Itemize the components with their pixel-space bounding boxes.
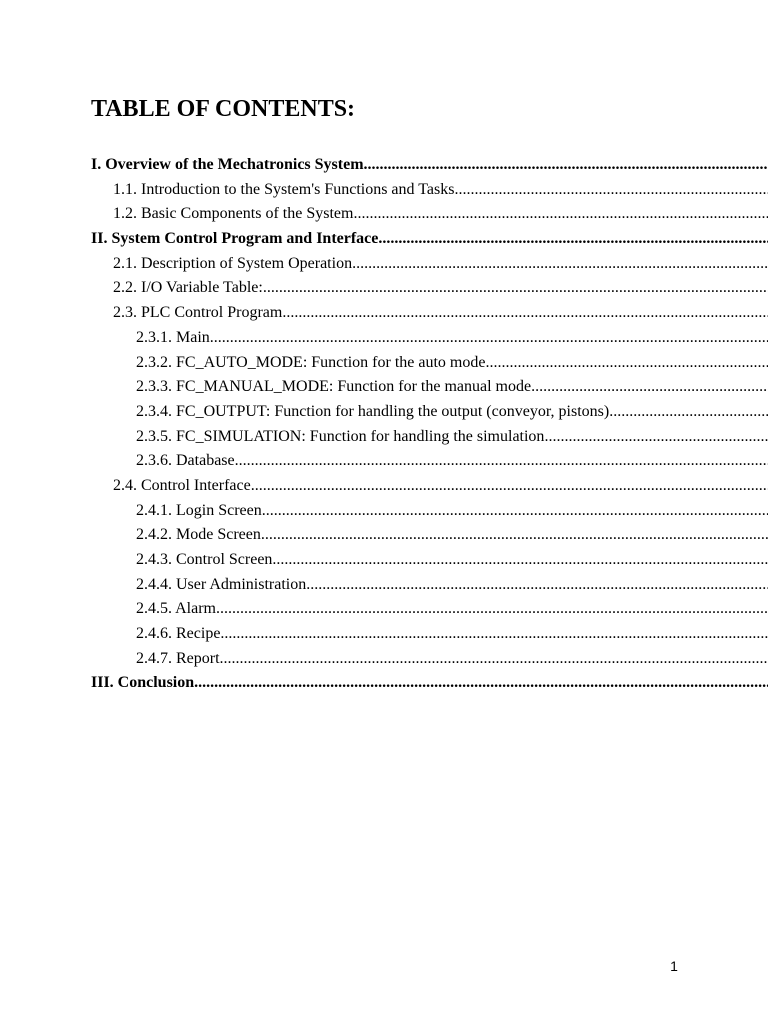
toc-dot-leader (353, 202, 768, 227)
toc-subsubsection-entry[interactable] (91, 622, 768, 647)
toc-subsubsection-entry[interactable] (91, 425, 768, 450)
toc-entry-text: 2.3.1. Main (136, 328, 210, 346)
toc-dot-leader (210, 326, 768, 351)
toc-subsection-entry[interactable] (91, 301, 768, 326)
toc-dot-leader (220, 647, 768, 672)
toc-subsubsection-entry[interactable] (91, 499, 768, 524)
toc-dot-leader (485, 351, 768, 376)
toc-dot-leader (531, 375, 768, 400)
toc-dot-leader (364, 153, 768, 178)
toc-subsection-entry[interactable] (91, 252, 768, 277)
toc-subsubsection-entry[interactable] (91, 400, 768, 425)
toc-dot-leader (261, 523, 768, 548)
toc-entry-text: 2.4.1. Login Screen (136, 501, 262, 519)
toc-dot-leader (282, 301, 768, 326)
toc-dot-leader (251, 474, 768, 499)
toc-subsection-entry[interactable] (91, 276, 768, 301)
toc-entry-text: 2.1. Description of System Operation (113, 254, 353, 272)
toc-subsubsection-entry[interactable] (91, 647, 768, 672)
toc-subsubsection-entry[interactable] (91, 573, 768, 598)
toc-entry-text: 2.3.6. Database (136, 452, 235, 470)
toc-entry-text: 2.3.4. FC_OUTPUT: Function for handling the output (conveyor, pistons) (136, 402, 610, 420)
toc-dot-leader (272, 548, 768, 573)
table-of-contents (91, 153, 768, 696)
toc-subsection-entry[interactable] (91, 178, 768, 203)
toc-subsubsection-entry[interactable] (91, 548, 768, 573)
toc-subsection-entry[interactable] (91, 474, 768, 499)
toc-subsubsection-entry[interactable] (91, 597, 768, 622)
toc-subsubsection-entry[interactable] (91, 375, 768, 400)
toc-entry-text: 2.4.6. Recipe (136, 625, 221, 643)
toc-entry-text: 2.3.3. FC_MANUAL_MODE: Function for the manual mode (136, 378, 532, 396)
toc-entry-text: 2.3.2. FC_AUTO_MODE: Function for the auto mode (136, 353, 486, 371)
page-number: 1 (670, 958, 678, 974)
toc-subsubsection-entry[interactable] (91, 449, 768, 474)
toc-subsubsection-entry[interactable] (91, 523, 768, 548)
toc-dot-leader (454, 178, 768, 203)
toc-entry-text: 2.2. I/O Variable Table: (113, 279, 263, 297)
toc-entry-text: I. Overview of the Mechatronics System (91, 156, 364, 173)
toc-entry-text: 2.4.3. Control Screen (136, 551, 273, 568)
toc-section-entry[interactable] (91, 153, 768, 178)
toc-entry-text: 2.3. PLC Control Program (113, 304, 283, 322)
toc-entry-text: III. Conclusion (91, 674, 195, 692)
toc-subsubsection-entry[interactable] (91, 326, 768, 351)
toc-entry-text: II. System Control Program and Interface (91, 230, 379, 248)
toc-entry-text: 2.4.5. Alarm (136, 600, 216, 618)
toc-entry-text: 2.4. Control Interface (113, 476, 251, 494)
toc-entry-text: 2.3.5. FC_SIMULATION: Function for handling the simulation (136, 427, 545, 445)
toc-dot-leader (216, 597, 768, 622)
toc-section-entry[interactable] (91, 227, 768, 252)
toc-dot-leader (352, 252, 768, 277)
toc-entry-text: 1.2. Basic Components of the System (113, 205, 354, 223)
toc-dot-leader (262, 499, 768, 524)
toc-subsection-entry[interactable] (91, 202, 768, 227)
toc-entry-text: 2.4.4. User Administration (136, 575, 307, 593)
toc-dot-leader (306, 573, 768, 598)
toc-dot-leader (609, 400, 768, 425)
toc-section-entry[interactable] (91, 671, 768, 696)
page-title: TABLE OF CONTENTS: (91, 96, 356, 122)
toc-entry-text: 2.4.7. Report (136, 649, 220, 667)
toc-entry-text: 1.1. Introduction to the System's Functions and Tasks (113, 180, 455, 198)
toc-dot-leader (544, 425, 768, 450)
toc-subsubsection-entry[interactable] (91, 351, 768, 376)
toc-dot-leader (378, 227, 768, 252)
toc-entry-text: 2.4.2. Mode Screen (136, 526, 261, 544)
toc-dot-leader (194, 671, 768, 696)
toc-dot-leader (220, 622, 768, 647)
toc-dot-leader (263, 276, 768, 301)
toc-dot-leader (235, 449, 768, 474)
